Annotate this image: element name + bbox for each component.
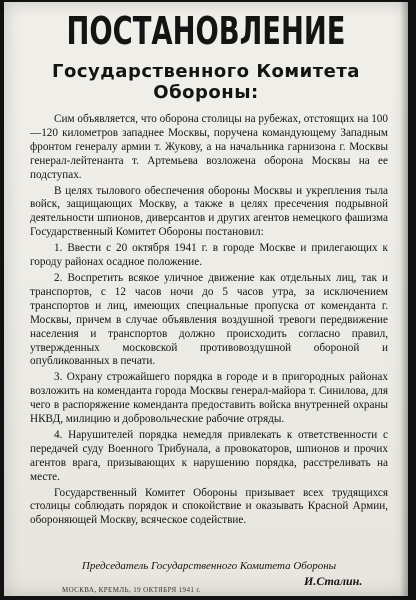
paragraph-item-3: 3. Охрану строжайшего порядка в городе и в пригородных районах возложить на коменданта города Москвы генерал-майора т. Синилова, для чего в распоряжение коменданта предоставить войска внутренней охраны НКВД, милицию и добровольческие рабочие отряды. — [30, 371, 388, 426]
document-title: ПОСТАНОВЛЕНИЕ — [66, 9, 346, 53]
document-body — [30, 113, 388, 530]
paragraph-intro: Сим объявляется, что оборона столицы на рубежах, отстоящих на 100—120 километров западнее Москвы, поручена командующему Западным фронтом генералу армии т. Жукову, а на начальника гарнизона г. Москвы генерал-лейтенанта т. Артемьева возложена оборона Москвы на ее подступах. — [30, 113, 388, 181]
signature-name: И.Сталин. — [304, 574, 363, 588]
document-subtitle-line2: Обороны: — [153, 82, 259, 103]
paragraph-item-4: 4. Нарушителей порядка немедля привлекать к ответственности с передачей суду Военного Трибунала, а провокаторов, шпионов и прочих агентов врага, призывающих к нарушению порядка, расстреливать на месте. — [30, 428, 388, 483]
decree-poster — [4, 2, 408, 596]
signature-title: Председатель Государственного Комитета Обороны — [81, 560, 337, 572]
paragraph-appeal: Государственный Комитет Обороны призывает всех трудящихся столицы соблюдать порядок и спокойствие и оказывать Красной Армии, обороняющей Москву, всяческое содействие. — [30, 486, 388, 527]
paragraph-item-1: 1. Ввести с 20 октября 1941 г. в городе Москве и прилегающих к городу районах осадное положение. — [30, 242, 388, 269]
footer-place-date: МОСКВА, КРЕМЛЬ, 19 ОКТЯБРЯ 1941 г. — [62, 586, 202, 594]
document-subtitle-line1: Государственного Комитета — [52, 61, 360, 82]
paragraph-purpose: В целях тылового обеспечения обороны Москвы и укрепления тыла войск, защищающих Москву, а также в целях пресечения подрывной деятельности шпионов, диверсантов и других агентов немецкого фашизма Государственный Комитет Обороны постановил: — [30, 184, 388, 239]
paragraph-item-2: 2. Воспретить всякое уличное движение как отдельных лиц, так и транспортов, с 12 часов ночи до 5 часов утра, за исключением транспортов и лиц, имеющих специальные пропуска от коменданта г. Москвы, причем в случае объявления воздушной тревоги передвижение населения и транспортов должно происходить согласно правил, утвержденных московской противовоздушной обороной и опубликованных в печати. — [30, 271, 388, 368]
